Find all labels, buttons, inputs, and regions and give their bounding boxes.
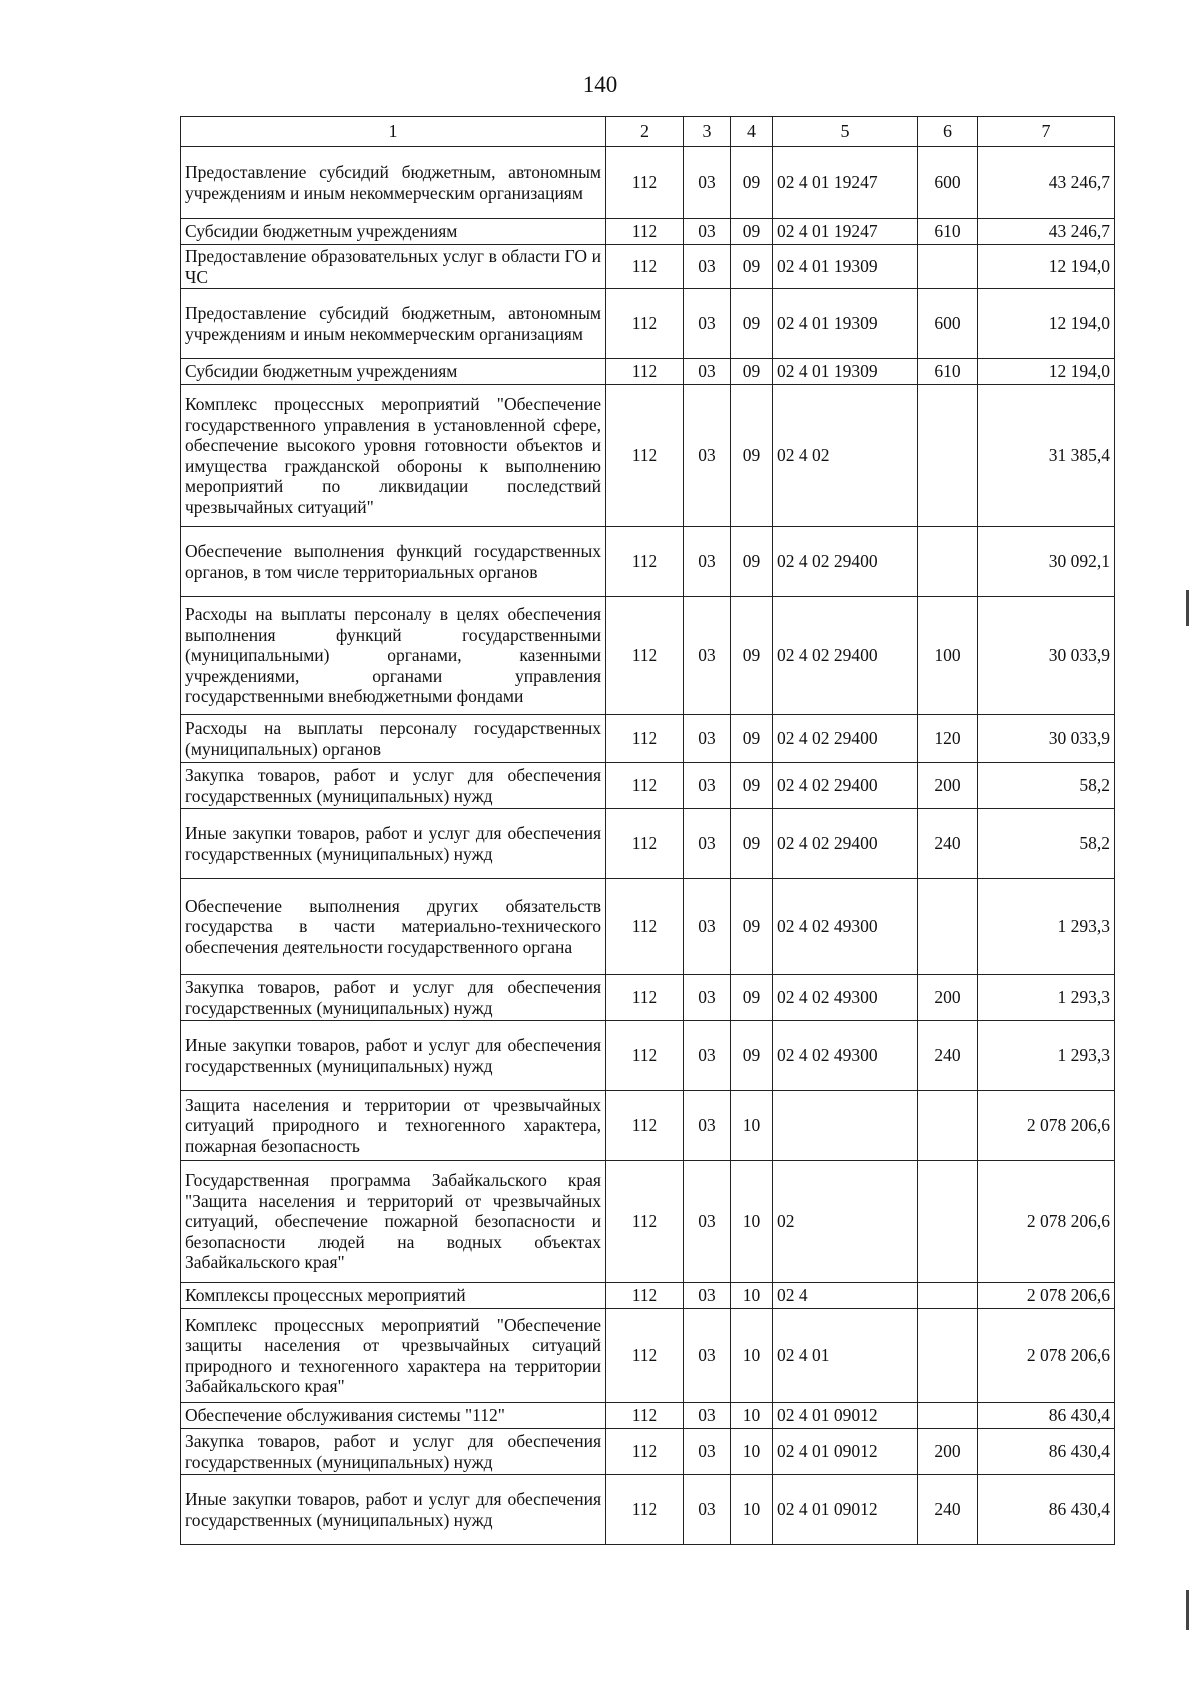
row-code-4: 10 (731, 1475, 773, 1545)
row-code-5: 02 4 02 29400 (773, 597, 918, 715)
row-name: Закупка товаров, работ и услуг для обеспечения государственных (муниципальных) нужд (181, 975, 606, 1021)
row-code-6 (918, 385, 978, 527)
row-amount: 1 293,3 (978, 975, 1115, 1021)
table-row (181, 809, 1115, 879)
row-code-4: 10 (731, 1161, 773, 1283)
table-row (181, 763, 1115, 809)
row-code-4: 09 (731, 975, 773, 1021)
row-name: Обеспечение обслуживания системы "112" (181, 1403, 606, 1429)
table-row (181, 597, 1115, 715)
row-name: Комплексы процессных мероприятий (181, 1283, 606, 1309)
scan-artifact (1186, 590, 1189, 626)
row-amount: 12 194,0 (978, 245, 1115, 289)
row-code-6: 100 (918, 597, 978, 715)
row-name: Предоставление субсидий бюджетным, автономным учреждениям и иным некоммерческим организациям (181, 147, 606, 219)
row-code-5: 02 4 02 29400 (773, 527, 918, 597)
row-code-2: 112 (606, 1309, 684, 1403)
table-row (181, 1429, 1115, 1475)
row-code-6: 610 (918, 359, 978, 385)
row-code-5: 02 4 02 49300 (773, 879, 918, 975)
row-code-3: 03 (684, 1161, 731, 1283)
table-row (181, 975, 1115, 1021)
row-code-4: 09 (731, 219, 773, 245)
row-amount: 30 033,9 (978, 715, 1115, 763)
row-code-6: 240 (918, 1021, 978, 1091)
row-amount: 2 078 206,6 (978, 1283, 1115, 1309)
row-name: Комплекс процессных мероприятий "Обеспечение защиты населения от чрезвычайных ситуаций природного и техногенного характера на территории Забайкальского края" (181, 1309, 606, 1403)
row-code-5: 02 4 02 29400 (773, 763, 918, 809)
row-code-4: 09 (731, 359, 773, 385)
row-code-3: 03 (684, 1403, 731, 1429)
row-amount: 12 194,0 (978, 359, 1115, 385)
row-amount: 2 078 206,6 (978, 1091, 1115, 1161)
row-code-3: 03 (684, 1021, 731, 1091)
row-name: Обеспечение выполнения других обязательств государства в части материально-технического обеспечения деятельности государственного органа (181, 879, 606, 975)
row-code-6 (918, 1091, 978, 1161)
row-code-3: 03 (684, 1091, 731, 1161)
row-code-5: 02 4 02 (773, 385, 918, 527)
row-code-5: 02 4 01 19309 (773, 289, 918, 359)
row-name: Субсидии бюджетным учреждениям (181, 219, 606, 245)
row-code-4: 09 (731, 527, 773, 597)
table-row (181, 1021, 1115, 1091)
row-code-2: 112 (606, 1091, 684, 1161)
row-code-5: 02 (773, 1161, 918, 1283)
row-code-4: 09 (731, 597, 773, 715)
row-code-3: 03 (684, 1283, 731, 1309)
row-amount: 1 293,3 (978, 1021, 1115, 1091)
row-code-3: 03 (684, 763, 731, 809)
table-row (181, 219, 1115, 245)
row-name: Предоставление субсидий бюджетным, автономным учреждениям и иным некоммерческим организациям (181, 289, 606, 359)
row-code-2: 112 (606, 879, 684, 975)
column-header: 4 (731, 117, 773, 147)
column-header: 1 (181, 117, 606, 147)
row-code-6 (918, 1283, 978, 1309)
row-code-2: 112 (606, 219, 684, 245)
table-row (181, 385, 1115, 527)
column-header: 3 (684, 117, 731, 147)
row-code-3: 03 (684, 385, 731, 527)
row-name: Расходы на выплаты персоналу государственных (муниципальных) органов (181, 715, 606, 763)
row-code-6: 240 (918, 1475, 978, 1545)
table-row (181, 1161, 1115, 1283)
row-code-4: 10 (731, 1403, 773, 1429)
row-code-4: 09 (731, 385, 773, 527)
column-header: 6 (918, 117, 978, 147)
row-code-3: 03 (684, 809, 731, 879)
row-amount: 86 430,4 (978, 1403, 1115, 1429)
row-code-2: 112 (606, 1403, 684, 1429)
row-amount: 86 430,4 (978, 1429, 1115, 1475)
row-code-5: 02 4 02 49300 (773, 1021, 918, 1091)
row-code-2: 112 (606, 1429, 684, 1475)
row-code-2: 112 (606, 527, 684, 597)
row-code-3: 03 (684, 879, 731, 975)
row-code-2: 112 (606, 1475, 684, 1545)
row-code-4: 10 (731, 1283, 773, 1309)
row-code-2: 112 (606, 147, 684, 219)
row-code-4: 10 (731, 1091, 773, 1161)
row-name: Обеспечение выполнения функций государственных органов, в том числе территориальных органов (181, 527, 606, 597)
row-code-5: 02 4 01 19309 (773, 359, 918, 385)
row-code-3: 03 (684, 1309, 731, 1403)
row-code-2: 112 (606, 1283, 684, 1309)
row-code-4: 09 (731, 147, 773, 219)
row-code-6 (918, 879, 978, 975)
row-code-6: 200 (918, 1429, 978, 1475)
row-code-6 (918, 245, 978, 289)
row-code-2: 112 (606, 975, 684, 1021)
row-name: Предоставление образовательных услуг в области ГО и ЧС (181, 245, 606, 289)
row-amount: 1 293,3 (978, 879, 1115, 975)
row-code-6: 200 (918, 975, 978, 1021)
row-name: Иные закупки товаров, работ и услуг для обеспечения государственных (муниципальных) нужд (181, 1475, 606, 1545)
row-name: Государственная программа Забайкальского края "Защита населения и территорий от чрезвычайных ситуаций, обеспечение пожарной безопасности и безопасности людей на водных объектах Забайкальского края" (181, 1161, 606, 1283)
row-code-2: 112 (606, 715, 684, 763)
row-code-3: 03 (684, 527, 731, 597)
row-code-2: 112 (606, 245, 684, 289)
row-name: Иные закупки товаров, работ и услуг для обеспечения государственных (муниципальных) нужд (181, 1021, 606, 1091)
row-name: Субсидии бюджетным учреждениям (181, 359, 606, 385)
row-name: Закупка товаров, работ и услуг для обеспечения государственных (муниципальных) нужд (181, 763, 606, 809)
row-code-6 (918, 1403, 978, 1429)
column-header: 7 (978, 117, 1115, 147)
row-code-4: 09 (731, 1021, 773, 1091)
row-code-5 (773, 1091, 918, 1161)
row-code-3: 03 (684, 1429, 731, 1475)
table-row (181, 1475, 1115, 1545)
row-code-3: 03 (684, 289, 731, 359)
table-row (181, 1403, 1115, 1429)
row-code-3: 03 (684, 715, 731, 763)
table-row (181, 527, 1115, 597)
table-row (181, 289, 1115, 359)
row-code-5: 02 4 01 (773, 1309, 918, 1403)
row-name: Иные закупки товаров, работ и услуг для обеспечения государственных (муниципальных) нужд (181, 809, 606, 879)
row-code-6: 120 (918, 715, 978, 763)
table-row (181, 879, 1115, 975)
row-code-6 (918, 527, 978, 597)
row-code-5: 02 4 01 09012 (773, 1429, 918, 1475)
row-code-5: 02 4 (773, 1283, 918, 1309)
table-row (181, 715, 1115, 763)
table-row (181, 1309, 1115, 1403)
row-code-3: 03 (684, 245, 731, 289)
row-amount: 43 246,7 (978, 219, 1115, 245)
row-amount: 31 385,4 (978, 385, 1115, 527)
row-code-2: 112 (606, 359, 684, 385)
column-header: 2 (606, 117, 684, 147)
row-name: Комплекс процессных мероприятий "Обеспечение государственного управления в установленной сфере, обеспечение высокого уровня готовности объектов и имущества гражданской обороны к выполнению мероприятий по ликвидации последствий чрезвычайных ситуаций" (181, 385, 606, 527)
row-code-3: 03 (684, 219, 731, 245)
row-name: Защита населения и территории от чрезвычайных ситуаций природного и техногенного характера, пожарная безопасность (181, 1091, 606, 1161)
row-code-3: 03 (684, 975, 731, 1021)
row-code-6 (918, 1309, 978, 1403)
row-code-5: 02 4 01 19247 (773, 147, 918, 219)
row-code-3: 03 (684, 359, 731, 385)
table-row (181, 1283, 1115, 1309)
table-row (181, 359, 1115, 385)
row-amount: 2 078 206,6 (978, 1161, 1115, 1283)
row-code-5: 02 4 02 29400 (773, 715, 918, 763)
table-header-row (181, 117, 1115, 147)
table-body (181, 147, 1115, 1545)
row-code-4: 09 (731, 763, 773, 809)
row-code-5: 02 4 01 19247 (773, 219, 918, 245)
row-code-2: 112 (606, 809, 684, 879)
row-code-4: 09 (731, 879, 773, 975)
row-amount: 12 194,0 (978, 289, 1115, 359)
page-number: 140 (582, 72, 618, 97)
row-code-2: 112 (606, 1161, 684, 1283)
row-code-4: 09 (731, 809, 773, 879)
row-name: Расходы на выплаты персоналу в целях обеспечения выполнения функций государственными (муниципальными) органами, казенными учреждениями, органами управления государственными внебюджетными фондами (181, 597, 606, 715)
row-code-6 (918, 1161, 978, 1283)
row-code-3: 03 (684, 147, 731, 219)
row-code-4: 09 (731, 289, 773, 359)
row-code-2: 112 (606, 289, 684, 359)
row-code-4: 09 (731, 715, 773, 763)
row-code-6: 600 (918, 289, 978, 359)
row-name: Закупка товаров, работ и услуг для обеспечения государственных (муниципальных) нужд (181, 1429, 606, 1475)
row-code-3: 03 (684, 597, 731, 715)
row-code-4: 10 (731, 1309, 773, 1403)
row-amount: 58,2 (978, 763, 1115, 809)
row-code-4: 10 (731, 1429, 773, 1475)
row-code-4: 09 (731, 245, 773, 289)
row-code-3: 03 (684, 1475, 731, 1545)
row-code-2: 112 (606, 385, 684, 527)
row-amount: 43 246,7 (978, 147, 1115, 219)
row-code-5: 02 4 01 09012 (773, 1403, 918, 1429)
row-amount: 2 078 206,6 (978, 1309, 1115, 1403)
table-row (181, 147, 1115, 219)
row-code-5: 02 4 02 49300 (773, 975, 918, 1021)
scan-artifact (1186, 1590, 1189, 1630)
row-code-6: 610 (918, 219, 978, 245)
row-amount: 86 430,4 (978, 1475, 1115, 1545)
row-amount: 30 033,9 (978, 597, 1115, 715)
row-code-6: 200 (918, 763, 978, 809)
row-code-2: 112 (606, 597, 684, 715)
row-amount: 58,2 (978, 809, 1115, 879)
row-code-6: 600 (918, 147, 978, 219)
table-row (181, 1091, 1115, 1161)
row-code-5: 02 4 01 09012 (773, 1475, 918, 1545)
row-code-5: 02 4 02 29400 (773, 809, 918, 879)
row-code-2: 112 (606, 1021, 684, 1091)
row-code-6: 240 (918, 809, 978, 879)
table-row (181, 245, 1115, 289)
column-header: 5 (773, 117, 918, 147)
budget-table (180, 116, 1115, 1545)
row-amount: 30 092,1 (978, 527, 1115, 597)
row-code-2: 112 (606, 763, 684, 809)
row-code-5: 02 4 01 19309 (773, 245, 918, 289)
